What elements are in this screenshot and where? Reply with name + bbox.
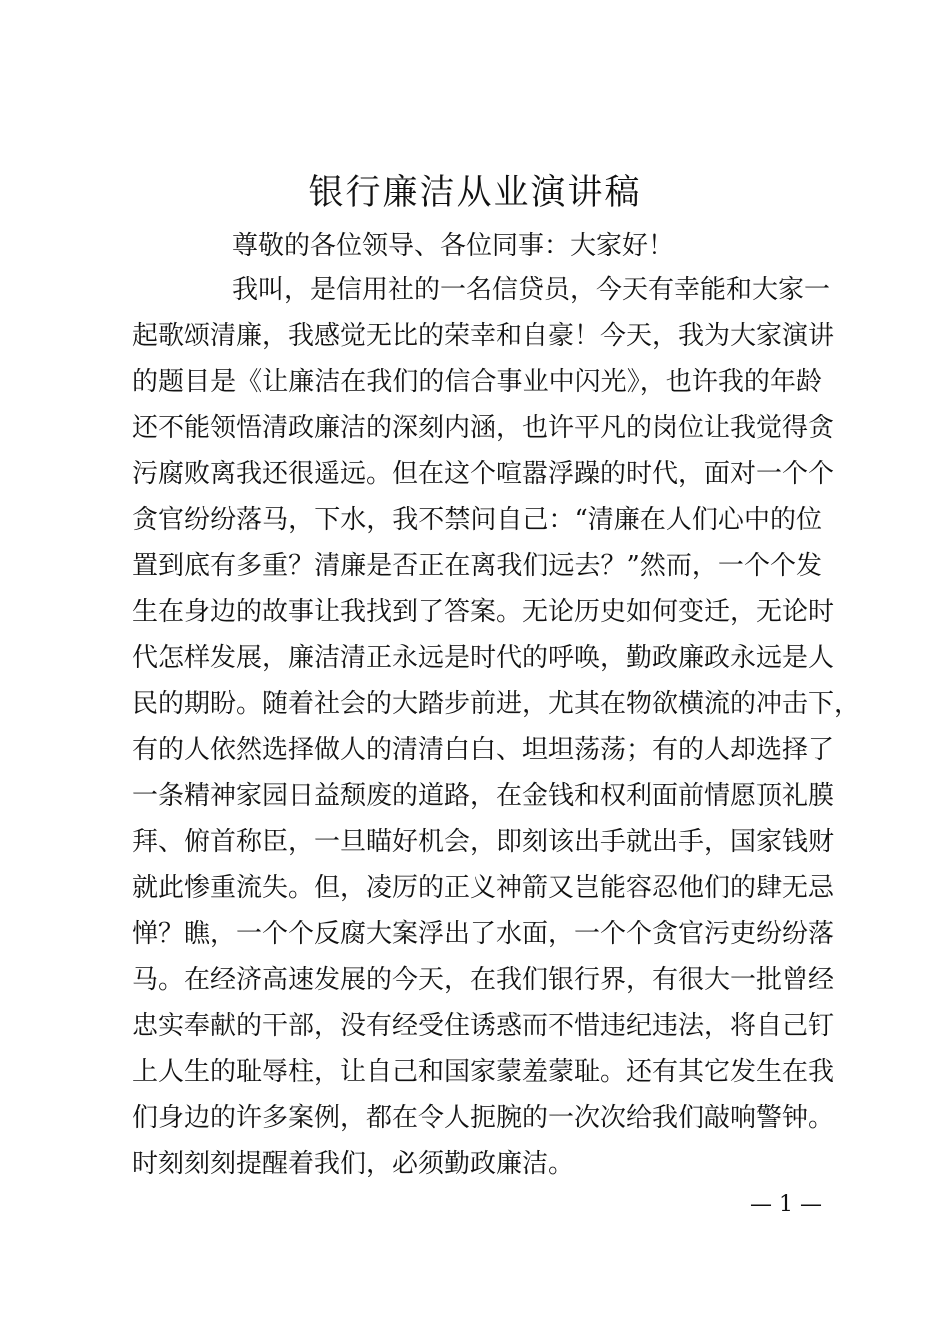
body-line: 惮？瞧，一个个反腐大案浮出了水面，一个个贪官污吏纷纷落 <box>132 919 835 949</box>
body-line: 就此惨重流失。但，凌厉的正义神箭又岂能容忍他们的肆无忌 <box>132 873 835 903</box>
body-line: 民的期盼。随着社会的大踏步前进，尤其在物欲横流的冲击下， <box>132 689 861 719</box>
body-line: 贪官纷纷落马，下水，我不禁问自己：“清廉在人们心中的位 <box>132 505 822 535</box>
body-line: 代怎样发展，廉洁清正永远是时代的呼唤，勤政廉政永远是人 <box>132 643 835 673</box>
body-line: 们身边的许多案例，都在令人扼腕的一次次给我们敲响警钟。 <box>132 1103 835 1133</box>
greeting-line: 尊敬的各位领导、各位同事：大家好！ <box>232 231 675 261</box>
body-line: 的题目是《让廉洁在我们的信合事业中闪光》，也许我的年龄 <box>132 367 822 397</box>
body-line: 马。在经济高速发展的今天，在我们银行界，有很大一批曾经 <box>132 965 835 995</box>
body-line: 一条精神家园日益颓废的道路，在金钱和权利面前情愿顶礼膜 <box>132 781 835 811</box>
body-line: 起歌颂清廉，我感觉无比的荣幸和自豪！今天，我为大家演讲 <box>132 321 835 351</box>
body-line: 污腐败离我还很遥远。但在这个喧嚣浮躁的时代，面对一个个 <box>132 459 835 489</box>
body-line: 时刻刻刻提醒着我们，必须勤政廉洁。 <box>132 1149 575 1179</box>
body-line: 上人生的耻辱柱，让自己和国家蒙羞蒙耻。还有其它发生在我 <box>132 1057 835 1087</box>
body-line: 拜、俯首称臣，一旦瞄好机会，即刻该出手就出手，国家钱财 <box>132 827 835 857</box>
document-title: 银行廉洁从业演讲稿 <box>308 173 642 213</box>
body-line: 忠实奉献的干部，没有经受住诱惑而不惜违纪违法，将自己钉 <box>132 1011 835 1041</box>
page-number: — 1 — <box>750 1192 822 1217</box>
body-line: 我叫，是信用社的一名信贷员，今天有幸能和大家一 <box>232 275 831 305</box>
body-line: 生在身边的故事让我找到了答案。无论历史如何变迁，无论时 <box>132 597 835 627</box>
body-line: 有的人依然选择做人的清清白白、坦坦荡荡；有的人却选择了 <box>132 735 835 765</box>
body-line: 置到底有多重？清廉是否正在离我们远去？”然而，一个个发 <box>132 551 822 581</box>
body-line: 还不能领悟清政廉洁的深刻内涵，也许平凡的岗位让我觉得贪 <box>132 413 835 443</box>
